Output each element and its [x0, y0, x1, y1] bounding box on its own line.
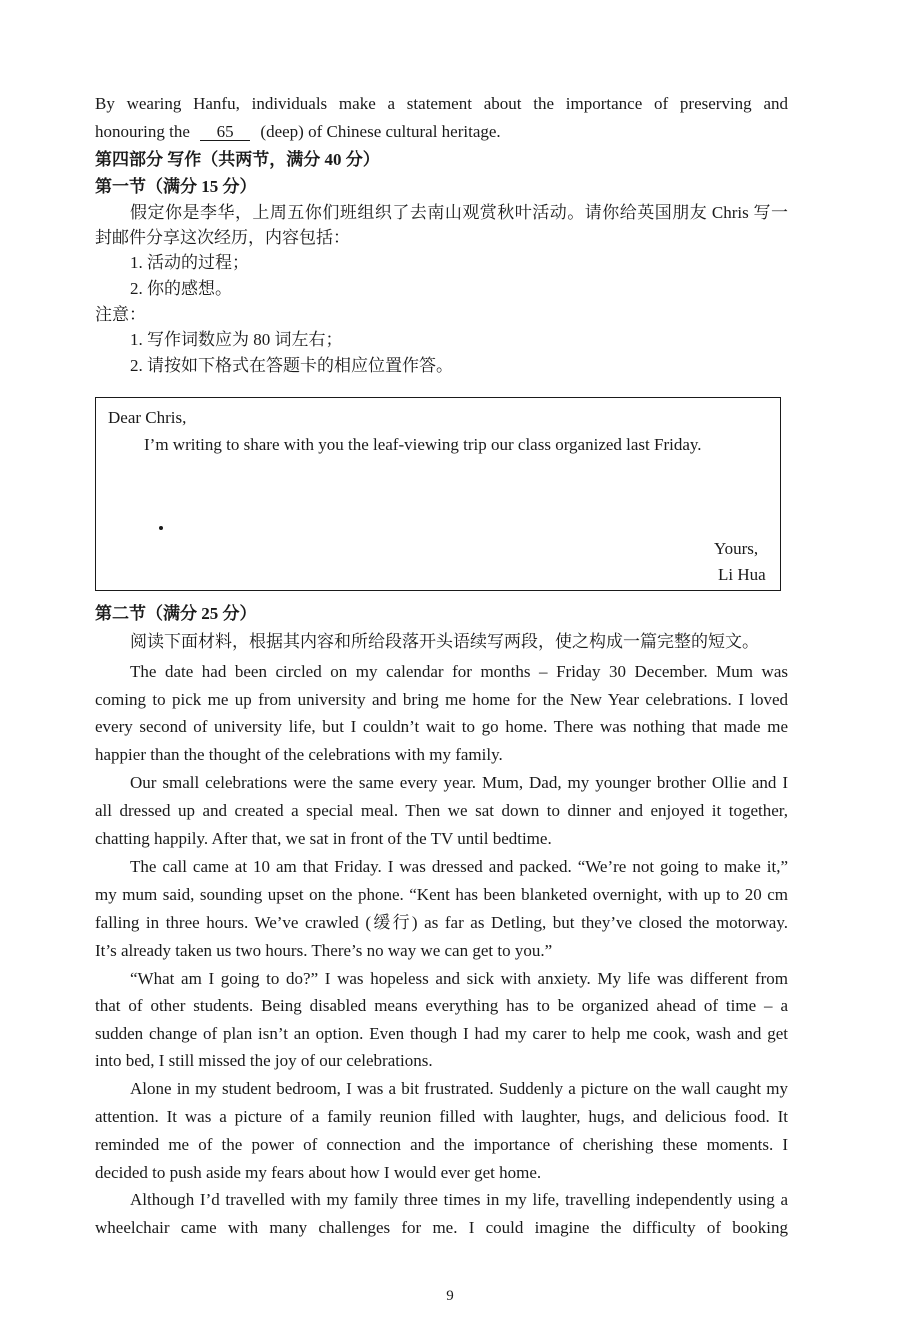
- content-point: 2. 你的感想。: [130, 279, 232, 298]
- passage-line: It’s already taken us two hours. There’s no way we can get to you.”: [95, 941, 553, 960]
- stray-dot: [159, 526, 163, 530]
- passage-line: falling in three hours. We’ve crawled (缓行) as far as Detling, but they’ve closed the motorway.: [95, 913, 788, 932]
- passage-line: wheelchair came with many challenges for me. I could imagine the difficulty of booking: [95, 1218, 788, 1237]
- notes-label: 注意：: [95, 305, 146, 324]
- fill-in-line-2: [95, 122, 788, 142]
- section2-instruction: 阅读下面材料，根据其内容和所给段落开头语续写两段，使之构成一篇完整的短文。: [130, 632, 759, 651]
- blank-65: 65: [200, 123, 250, 141]
- note-item: 2. 请按如下格式在答题卡的相应位置作答。: [130, 356, 453, 375]
- passage-line: happier than the thought of the celebrations with my family.: [95, 745, 503, 764]
- passage-line: that of other students. Being disabled means everything has to be organized ahead of time – a: [95, 996, 788, 1015]
- passage-line: every second of university life, but I couldn’t wait to go home. There was nothing that made me: [95, 717, 788, 736]
- letter-closing: Yours,: [714, 539, 759, 558]
- passage-line: The date had been circled on my calendar for months – Friday 30 December. Mum was: [130, 662, 788, 681]
- fill-in-before: honouring the: [95, 122, 190, 141]
- fill-in-line-1: By wearing Hanfu, individuals make a statement about the importance of preserving and: [95, 94, 788, 113]
- section1-prompt-line2: 封邮件分享这次经历，内容包括：: [95, 228, 350, 247]
- fill-in-after: (deep) of Chinese cultural heritage.: [260, 122, 501, 141]
- passage-line: all dressed up and created a special meal. Then we sat down to dinner and enjoyed it together,: [95, 801, 788, 820]
- part4-heading: 第四部分 写作（共两节，满分 40 分）: [95, 150, 380, 169]
- passage-line: The call came at 10 am that Friday. I was dressed and packed. “We’re not going to make it,”: [130, 857, 788, 876]
- passage-line: decided to push aside my fears about how I would ever get home.: [95, 1163, 542, 1182]
- passage-line: sudden change of plan isn’t an option. Even though I had my carer to help me cook, wash and get: [95, 1024, 788, 1043]
- note-item: 1. 写作词数应为 80 词左右；: [130, 330, 343, 349]
- passage-line: chatting happily. After that, we sat in front of the TV until bedtime.: [95, 829, 552, 848]
- passage-line: coming to pick me up from university and bring me home for the New Year celebrations. I loved: [95, 690, 788, 709]
- section2-heading: 第二节（满分 25 分）: [95, 604, 257, 623]
- content-point: 1. 活动的过程；: [130, 253, 249, 272]
- passage-line: my mum said, sounding upset on the phone. “Kent has been blanketed overnight, with up to 20 cm: [95, 885, 788, 904]
- passage-line: reminded me of the power of connection and the importance of cherishing these moments. I: [95, 1135, 788, 1154]
- section1-prompt-line1: 假定你是李华，上周五你们班组织了去南山观赏秋叶活动。请你给英国朋友 Chris 写一: [130, 203, 788, 222]
- passage-line: Our small celebrations were the same every year. Mum, Dad, my younger brother Ollie and I: [130, 773, 788, 792]
- passage-line: into bed, I still missed the joy of our celebrations.: [95, 1051, 433, 1070]
- letter-signature: Li Hua: [718, 565, 766, 584]
- letter-answer-box: [95, 397, 781, 591]
- letter-opening: I’m writing to share with you the leaf-viewing trip our class organized last Friday.: [144, 435, 702, 454]
- section1-heading: 第一节（满分 15 分）: [95, 177, 257, 196]
- passage-line: Although I’d travelled with my family three times in my life, travelling independently using a: [130, 1190, 788, 1209]
- passage-line: attention. It was a picture of a family reunion filled with laughter, hugs, and delicious food. It: [95, 1107, 788, 1126]
- passage-line: “What am I going to do?” I was hopeless and sick with anxiety. My life was different from: [130, 969, 788, 988]
- letter-greeting: Dear Chris,: [108, 408, 187, 427]
- page-number: 9: [446, 1288, 454, 1304]
- passage-line: Alone in my student bedroom, I was a bit frustrated. Suddenly a picture on the wall caught my: [130, 1079, 788, 1098]
